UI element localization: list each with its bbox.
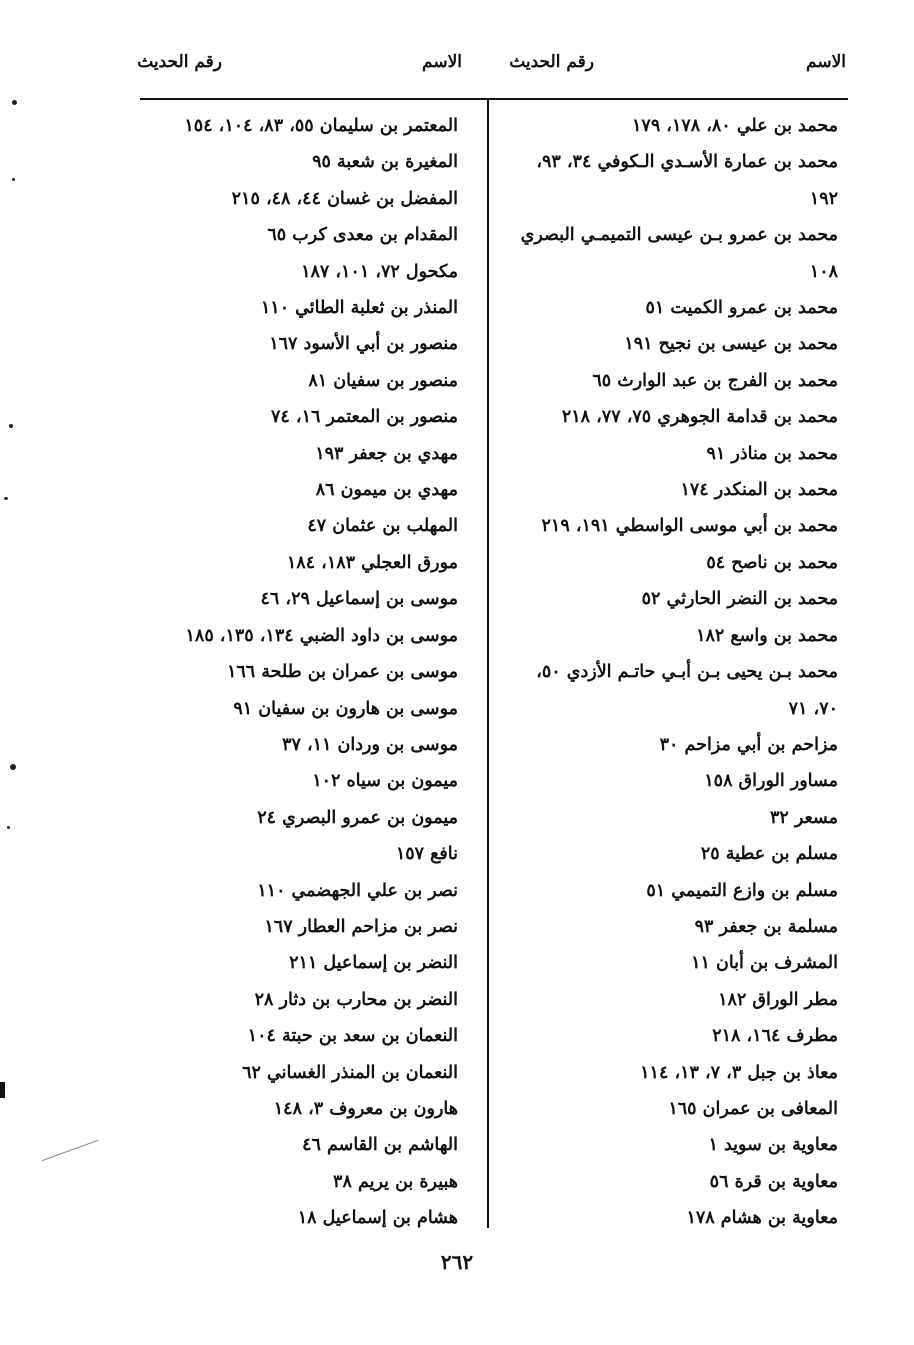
header-number-right: رقم الحديث bbox=[509, 52, 594, 72]
index-entry: معاوية بن سويد ١ bbox=[708, 1135, 838, 1156]
index-entry: موسى بن إسماعيل ٢٩، ٤٦ bbox=[260, 589, 458, 610]
scan-speck bbox=[9, 424, 13, 428]
index-entry: مسلم بن عطية ٢٥ bbox=[700, 844, 838, 865]
index-entry: هارون بن معروف ٣، ١٤٨ bbox=[273, 1098, 458, 1119]
scan-speck bbox=[7, 826, 10, 829]
index-entry: المنذر بن ثعلبة الطائي ١١٠ bbox=[260, 298, 458, 319]
index-entry: المعتمر بن سليمان ٥٥، ٨٣، ١٠٤، ١٥٤ bbox=[184, 116, 458, 136]
index-column-right bbox=[498, 108, 838, 1237]
header-name-left: الاسم bbox=[422, 52, 462, 72]
index-entry: مورق العجلي ١٨٣، ١٨٤ bbox=[286, 552, 458, 573]
index-entry: المغيرة بن شعبة ٩٥ bbox=[312, 152, 458, 173]
index-entry: محمد بن الفرج بن عبد الوارث ٦٥ bbox=[592, 370, 838, 391]
index-entry: محمد بن المنكدر ١٧٤ bbox=[680, 480, 838, 501]
scan-speck bbox=[12, 178, 15, 181]
index-entry: ميمون بن سياه ١٠٢ bbox=[312, 771, 458, 792]
index-entry: محمد بن ناصح ٥٤ bbox=[706, 552, 838, 573]
index-entry: مزاحم بن أبي مزاحم ٣٠ bbox=[659, 734, 838, 755]
index-entry: مهدي بن ميمون ٨٦ bbox=[315, 480, 458, 501]
index-entry: النعمان بن المنذر الغساني ٦٢ bbox=[242, 1062, 458, 1083]
index-entry: محمد بن عمارة الأسـدي الـكوفي ٣٤، ٩٣، bbox=[536, 152, 838, 173]
index-entry: محمد بن عيسى بن نجيح ١٩١ bbox=[624, 334, 838, 355]
index-entry: معاذ بن جبل ٣، ٧، ١٣، ١١٤ bbox=[640, 1062, 838, 1083]
index-entry: محمد بن مناذر ٩١ bbox=[706, 443, 838, 464]
index-entry: النعمان بن سعد بن حبتة ١٠٤ bbox=[247, 1026, 458, 1047]
index-entry: معاوية بن هشام ١٧٨ bbox=[686, 1208, 838, 1229]
index-entry: الهاشم بن القاسم ٤٦ bbox=[302, 1135, 458, 1156]
index-entry: المقدام بن معدى كرب ٦٥ bbox=[267, 225, 458, 246]
index-entry: معاوية بن قرة ٥٦ bbox=[709, 1171, 838, 1192]
index-entry: المعافى بن عمران ١٦٥ bbox=[668, 1098, 838, 1119]
index-entry: هشام بن إسماعيل ١٨ bbox=[297, 1208, 458, 1229]
index-entry: موسى بن وردان ١١، ٣٧ bbox=[282, 734, 458, 755]
index-entry: ٧٠، ٧١ bbox=[788, 698, 838, 719]
index-entry: منصور بن أبي الأسود ١٦٧ bbox=[269, 334, 458, 355]
index-entry: ١٠٨ bbox=[809, 261, 838, 282]
index-entry: المهلب بن عثمان ٤٧ bbox=[307, 516, 458, 537]
index-entry: ١٩٢ bbox=[809, 188, 838, 209]
index-entry: محمد بن أبي موسى الواسطي ١٩١، ٢١٩ bbox=[541, 516, 838, 537]
index-entry: المشرف بن أبان ١١ bbox=[691, 953, 838, 974]
scan-speck bbox=[4, 497, 8, 500]
scan-speck bbox=[12, 100, 17, 105]
index-entry: نافع ١٥٧ bbox=[395, 844, 458, 865]
index-entry: هبيرة بن يريم ٣٨ bbox=[333, 1171, 458, 1192]
index-entry: مسلمة بن جعفر ٩٣ bbox=[694, 916, 838, 937]
index-entry: مسعر ٣٢ bbox=[770, 807, 838, 828]
index-entry: منصور بن المعتمر ١٦، ٧٤ bbox=[271, 407, 458, 428]
header-rule bbox=[140, 98, 848, 100]
index-entry: محمد بن قدامة الجوهري ٧٥، ٧٧، ٢١٨ bbox=[561, 407, 838, 428]
index-entry: محمد بن عمرو بـن عيسى التميمـي البصري bbox=[520, 225, 838, 246]
index-entry: محمد بن علي ٨٠، ١٧٨، ١٧٩ bbox=[632, 116, 838, 136]
index-entry: مطر الوراق ١٨٢ bbox=[718, 989, 838, 1010]
index-entry: محمد بن عمرو الكميت ٥١ bbox=[645, 298, 838, 319]
scan-scratch bbox=[42, 1140, 99, 1161]
index-entry: النضر بن إسماعيل ٢١١ bbox=[289, 953, 458, 974]
index-entry: محمد بن واسع ١٨٢ bbox=[696, 625, 838, 646]
index-entry: مهدي بن جعفر ١٩٣ bbox=[315, 443, 458, 464]
index-entry: ميمون بن عمرو البصري ٢٤ bbox=[257, 807, 458, 828]
index-entry: المفضل بن غسان ٤٤، ٤٨، ٢١٥ bbox=[231, 188, 458, 209]
header-name-right: الاسم bbox=[806, 52, 846, 72]
page-number: ٢٦٢ bbox=[440, 1250, 474, 1274]
index-entry: محمد بـن يحيى بـن أبـي حاتـم الأزدي ٥٠، bbox=[536, 662, 838, 683]
index-entry: موسى بن عمران بن طلحة ١٦٦ bbox=[226, 662, 458, 683]
index-entry: موسى بن داود الضبي ١٣٤، ١٣٥، ١٨٥ bbox=[185, 625, 458, 646]
index-entry: نصر بن مزاحم العطار ١٦٧ bbox=[264, 916, 458, 937]
index-entry: مسلم بن وازع التميمي ٥١ bbox=[646, 880, 838, 901]
index-column-left bbox=[138, 108, 458, 1237]
index-entry: منصور بن سفيان ٨١ bbox=[308, 370, 458, 391]
index-entry: مطرف ١٦٤، ٢١٨ bbox=[712, 1026, 838, 1047]
index-entry: النضر بن محارب بن دثار ٢٨ bbox=[254, 989, 458, 1010]
index-entry: مساور الوراق ١٥٨ bbox=[704, 771, 838, 792]
scan-edge-mark bbox=[0, 1082, 5, 1098]
index-entry: محمد بن النضر الحارثي ٥٢ bbox=[641, 589, 838, 610]
index-entry: نصر بن علي الجهضمي ١١٠ bbox=[257, 880, 458, 901]
index-entry: مكحول ٧٢، ١٠١، ١٨٧ bbox=[301, 261, 458, 282]
header-number-left: رقم الحديث bbox=[137, 52, 222, 72]
column-divider bbox=[487, 100, 489, 1228]
scan-speck bbox=[10, 764, 16, 770]
index-entry: موسى بن هارون بن سفيان ٩١ bbox=[233, 698, 458, 719]
